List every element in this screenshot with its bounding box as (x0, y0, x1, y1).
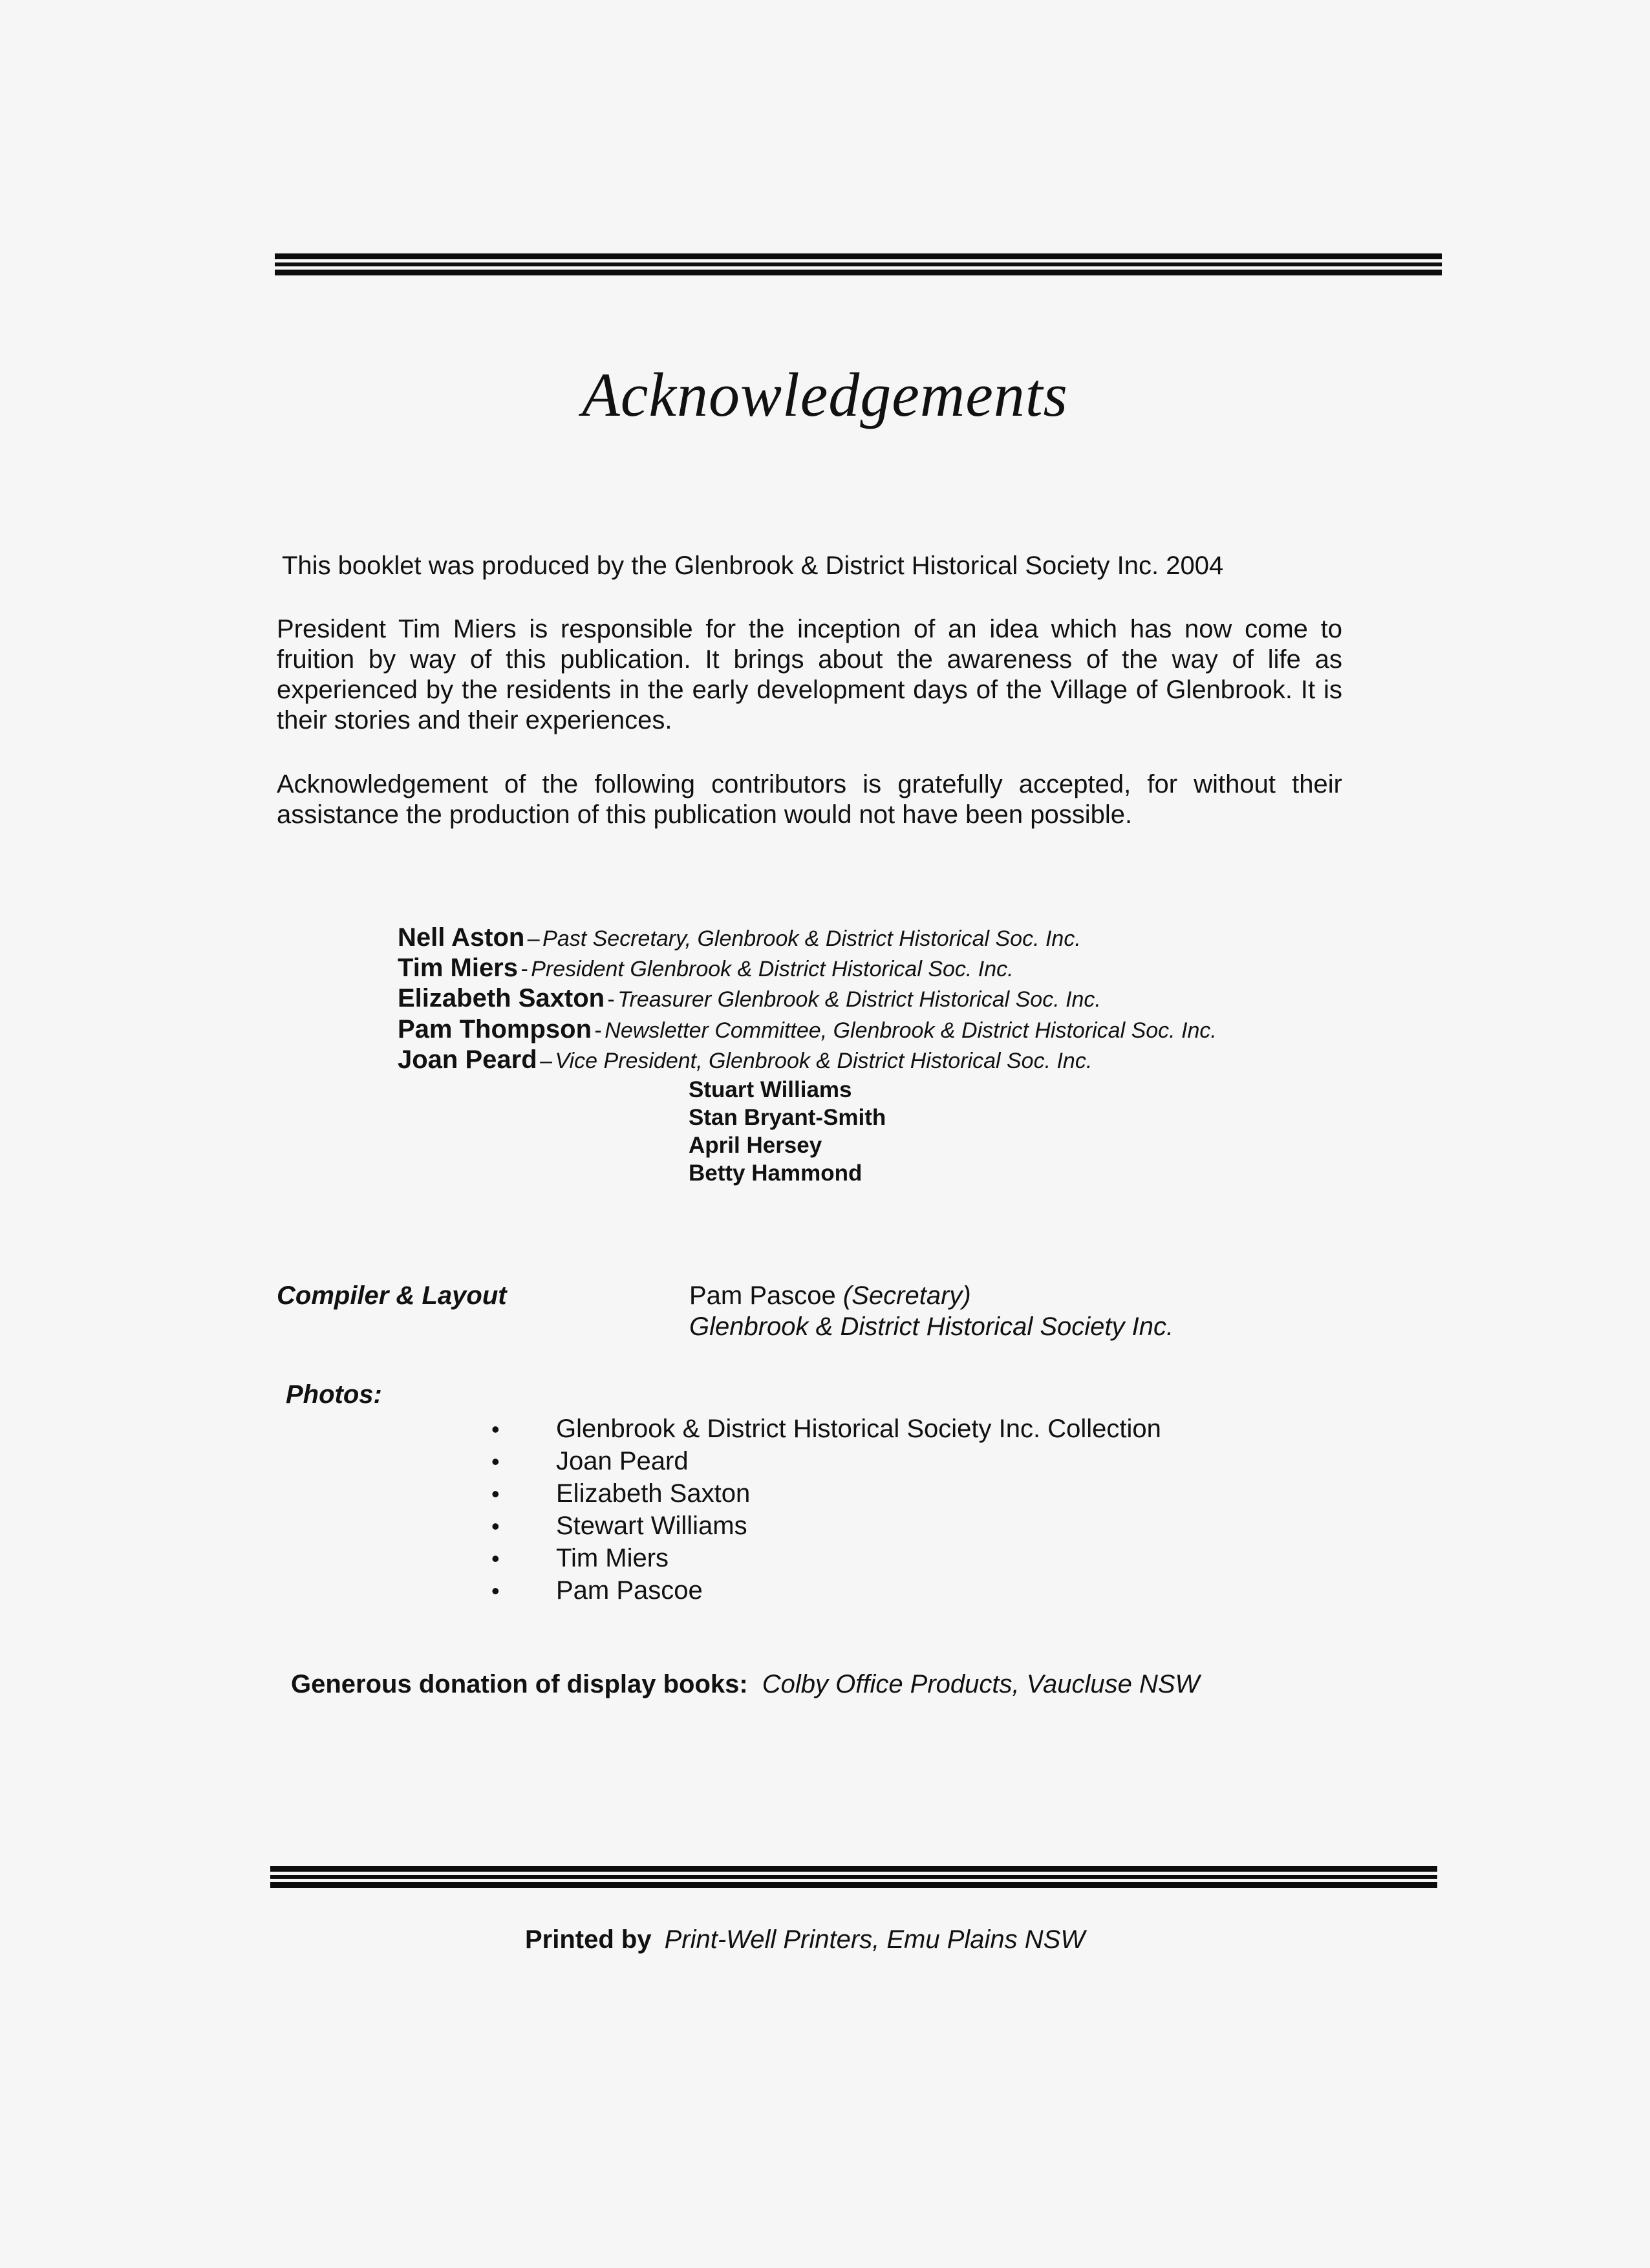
contributor-separator: - (594, 1018, 602, 1043)
list-item (491, 1479, 750, 1508)
list-item (491, 1415, 1161, 1444)
contributor-line (398, 1015, 1217, 1044)
other-contributor: April Hersey (689, 1133, 822, 1158)
contributor-separator: - (520, 957, 528, 981)
compiler-name: Pam Pascoe (689, 1281, 836, 1310)
bottom-rule (270, 1866, 1437, 1888)
other-contributor: Betty Hammond (689, 1161, 862, 1186)
photo-credit: Stewart Williams (556, 1512, 747, 1540)
contributor-line (398, 923, 1081, 952)
contributor-role: Past Secretary, Glenbrook & District Historical Soc. Inc. (542, 926, 1081, 951)
printer-credit (525, 1925, 1085, 1954)
compiler-name-line (689, 1281, 971, 1311)
list-item (491, 1544, 669, 1573)
compiler-role: (Secretary) (842, 1281, 971, 1310)
bullet-icon: • (491, 1416, 500, 1442)
printed-by-label: Printed by (525, 1925, 652, 1954)
list-item (491, 1576, 703, 1605)
photos-label: Photos: (286, 1380, 382, 1409)
contributor-line (398, 1045, 1092, 1075)
bullet-icon: • (491, 1481, 500, 1507)
bullet-icon: • (491, 1448, 500, 1475)
contributor-role: Vice President, Glenbrook & District Historical Soc. Inc. (555, 1049, 1093, 1073)
contributor-name: Elizabeth Saxton (398, 984, 605, 1012)
donation-line (291, 1670, 1199, 1699)
list-item (491, 1512, 747, 1541)
photo-credit: Glenbrook & District Historical Society Inc. Collection (556, 1415, 1161, 1443)
compiler-label: Compiler & Layout (277, 1281, 507, 1310)
compiler-organisation: Glenbrook & District Historical Society Inc. (689, 1312, 1174, 1341)
contributor-role: Newsletter Committee, Glenbrook & District Historical Soc. Inc. (605, 1018, 1217, 1043)
contributor-separator: - (607, 987, 615, 1012)
printer-name: Print-Well Printers, Emu Plains NSW (664, 1925, 1086, 1954)
intro-text: This booklet was produced by the Glenbrook & District Historical Society Inc. 2004 (282, 551, 1224, 580)
contributor-role: President Glenbrook & District Historical Soc. Inc. (531, 957, 1014, 981)
other-contributor: Stuart Williams (689, 1077, 852, 1102)
contributor-name: Tim Miers (398, 954, 518, 982)
donation-label: Generous donation of display books: (291, 1670, 748, 1698)
contributor-name: Pam Thompson (398, 1015, 592, 1043)
list-item (491, 1447, 689, 1476)
bullet-icon: • (491, 1578, 500, 1604)
top-rule (275, 253, 1442, 275)
bullet-icon: • (491, 1513, 500, 1539)
photo-credit: Pam Pascoe (556, 1576, 703, 1605)
contributor-line (398, 954, 1014, 983)
contributor-role: Treasurer Glenbrook & District Historical Soc. Inc. (617, 987, 1101, 1012)
contributor-separator: – (540, 1049, 553, 1073)
photo-credit: Joan Peard (556, 1447, 689, 1475)
page-title: Acknowledgements (582, 360, 1068, 429)
contributors-intro-paragraph: Acknowledgement of the following contributors is gratefully accepted, for without their assistance the production of this publication would not have been possible. (277, 770, 1342, 829)
contributor-line (398, 984, 1101, 1013)
other-contributor: Stan Bryant-Smith (689, 1105, 886, 1130)
contributor-separator: – (527, 926, 540, 951)
contributor-name: Joan Peard (398, 1045, 537, 1074)
contributor-name: Nell Aston (398, 923, 525, 952)
photo-credit: Elizabeth Saxton (556, 1479, 751, 1508)
bullet-icon: • (491, 1545, 500, 1572)
donation-value: Colby Office Products, Vaucluse NSW (762, 1670, 1200, 1698)
description-paragraph: President Tim Miers is responsible for the inception of an idea which has now come to fruition by way of this publication. It brings about the awareness of the way of life as experienced by the residents in the early development days of the Village of Glenbrook. It is their stories and their experiences. (277, 615, 1342, 734)
photo-credit: Tim Miers (556, 1544, 669, 1572)
